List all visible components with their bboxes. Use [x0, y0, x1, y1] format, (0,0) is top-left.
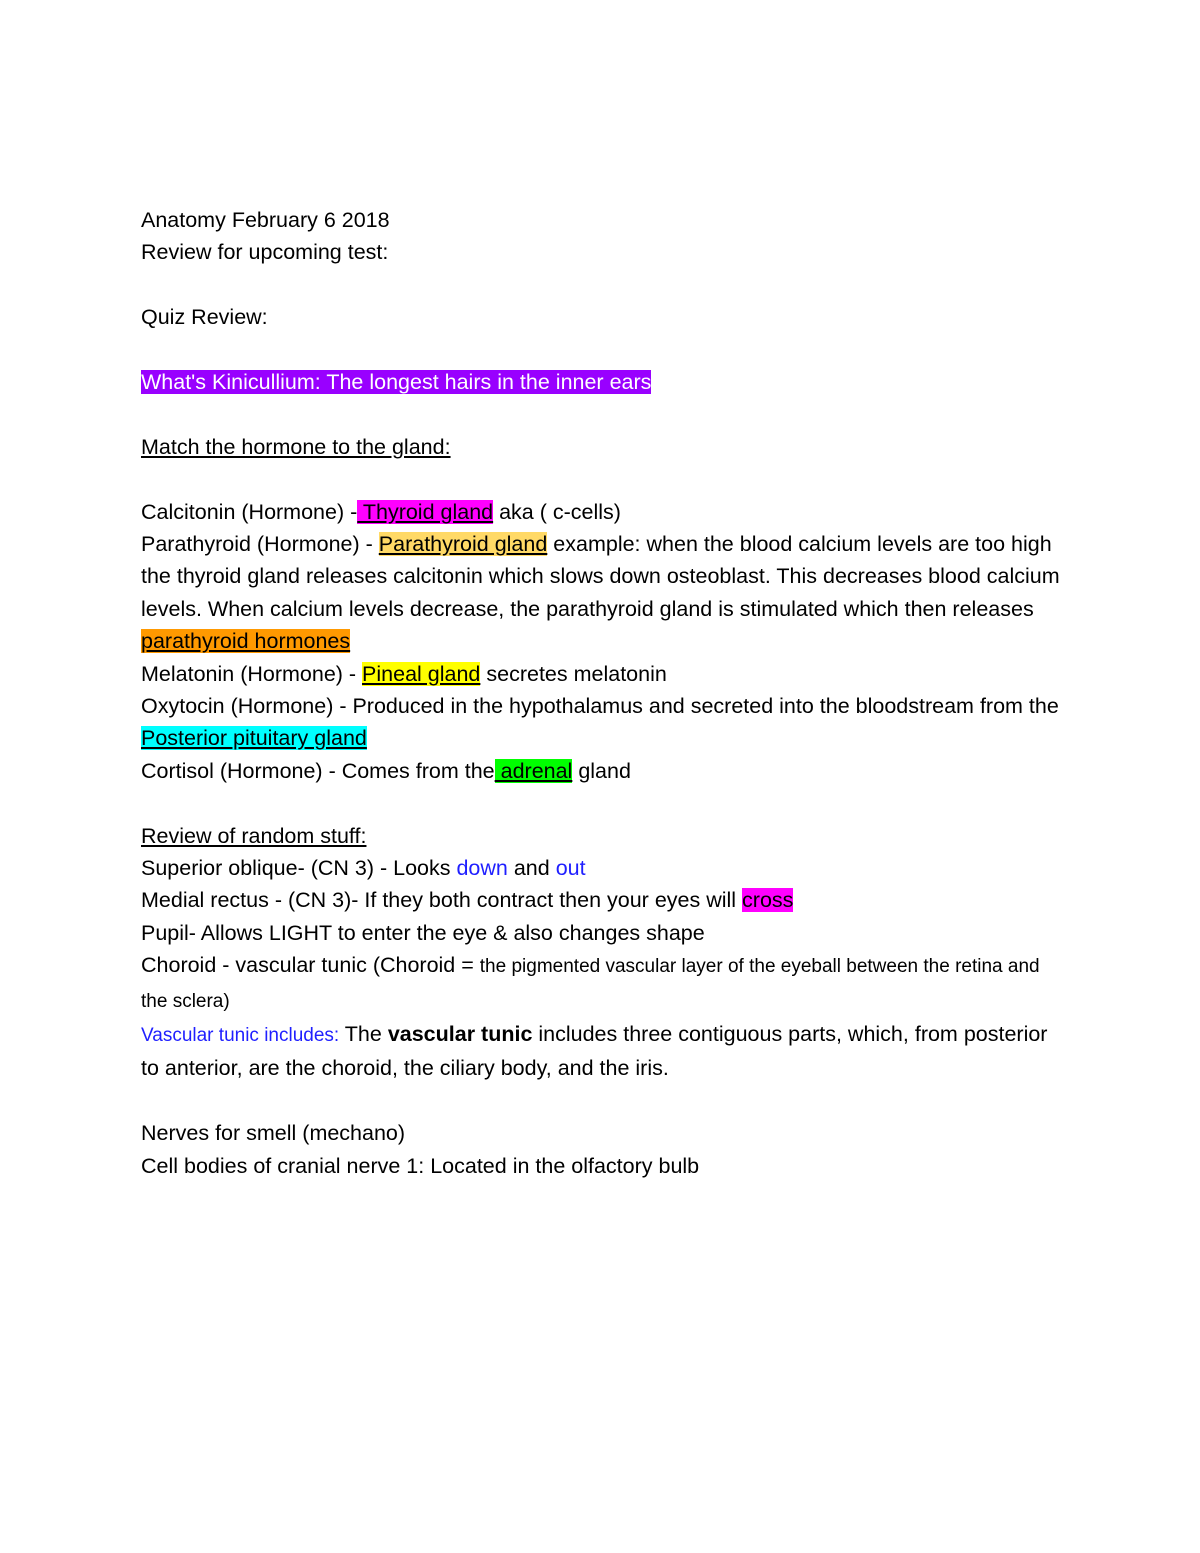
parathyroid-gland-highlight: Parathyroid gland: [378, 532, 548, 556]
calcitonin-suffix: aka ( c-cells): [493, 499, 621, 524]
nerves-smell-line: Nerves for smell (mechano): [141, 1121, 406, 1146]
superior-oblique-prefix: Superior oblique- (CN 3) - Looks: [141, 856, 457, 881]
spacer: [141, 334, 1066, 366]
cortisol-line: [141, 755, 1066, 787]
kinicullium-highlight: What's Kinicullium: The longest hairs in the inner ears: [141, 370, 652, 394]
spacer: [141, 269, 1066, 301]
down-word: down: [456, 856, 508, 881]
review-heading: [141, 820, 1066, 852]
adrenal-highlight: adrenal: [494, 758, 573, 783]
parathyroid-text: example: when the blood calcium levels are too high the thyroid gland releases calcitonin which slows down osteoblast. This decreases blood calcium levels. When calcium levels decrease, the parathyroid gland is stimulated which then releases: [141, 532, 1060, 621]
medial-rectus-line: [141, 884, 1066, 916]
calcitonin-line: [141, 496, 1066, 528]
match-heading: [141, 431, 1066, 463]
vascular-label: Vascular tunic includes:: [141, 1025, 340, 1047]
vascular-bold: vascular tunic: [387, 1022, 533, 1047]
parathyroid-prefix: Parathyroid (Hormone) -: [141, 532, 379, 556]
spacer: [141, 1085, 1066, 1117]
thyroid-gland-highlight: Thyroid gland: [357, 499, 494, 524]
out-word: out: [555, 856, 586, 881]
melatonin-line: [141, 658, 1066, 690]
match-heading-text: Match the hormone to the gland:: [141, 434, 451, 459]
superior-oblique-line: [141, 852, 1066, 884]
document-body: [141, 204, 1066, 1182]
melatonin-prefix: Melatonin (Hormone) -: [141, 661, 363, 686]
spacer: [141, 463, 1066, 495]
and-word: and: [507, 856, 556, 881]
spacer: [141, 787, 1066, 819]
vascular-text: includes three contiguous parts, which, from posterior to anterior, are the choroid, the ciliary body, and the iris.: [141, 1022, 1048, 1081]
vascular-paragraph: [141, 1018, 1066, 1085]
kinicullium-line: [141, 366, 1066, 398]
doc-subtitle: Review for upcoming test:: [141, 240, 389, 265]
choroid-prefix: Choroid - vascular tunic (Choroid =: [141, 953, 480, 978]
review-heading-text: Review of random stuff:: [141, 823, 367, 848]
oxytocin-prefix: Oxytocin (Hormone) - Produced in the hypothalamus and secreted into the bloodstream from the: [141, 694, 1059, 719]
cortisol-suffix: gland: [572, 758, 631, 783]
posterior-pituitary-highlight: Posterior pituitary gland: [141, 726, 367, 751]
quiz-heading: Quiz Review:: [141, 305, 268, 330]
parathyroid-hormones-highlight: parathyroid hormones: [141, 629, 351, 654]
calcitonin-prefix: Calcitonin (Hormone) -: [141, 499, 358, 524]
cross-highlight: cross: [742, 888, 794, 913]
cranial-nerve-line: Cell bodies of cranial nerve 1: Located in the olfactory bulb: [141, 1153, 700, 1178]
medial-rectus-prefix: Medial rectus - (CN 3)- If they both contract then your eyes will: [141, 888, 743, 913]
spacer: [141, 398, 1066, 430]
oxytocin-paragraph: [141, 690, 1066, 755]
doc-title: Anatomy February 6 2018: [141, 208, 390, 232]
choroid-definition: the pigmented vascular layer of the eyeball between the retina and the sclera): [141, 956, 1040, 1012]
cortisol-prefix: Cortisol (Hormone) - Comes from the: [141, 758, 495, 783]
melatonin-suffix: secretes melatonin: [480, 661, 667, 686]
parathyroid-paragraph: [141, 528, 1066, 658]
choroid-paragraph: [141, 949, 1066, 1018]
pupil-line: Pupil- Allows LIGHT to enter the eye & also changes shape: [141, 920, 705, 945]
pineal-gland-highlight: Pineal gland: [362, 661, 481, 686]
vascular-the: The: [339, 1022, 388, 1047]
